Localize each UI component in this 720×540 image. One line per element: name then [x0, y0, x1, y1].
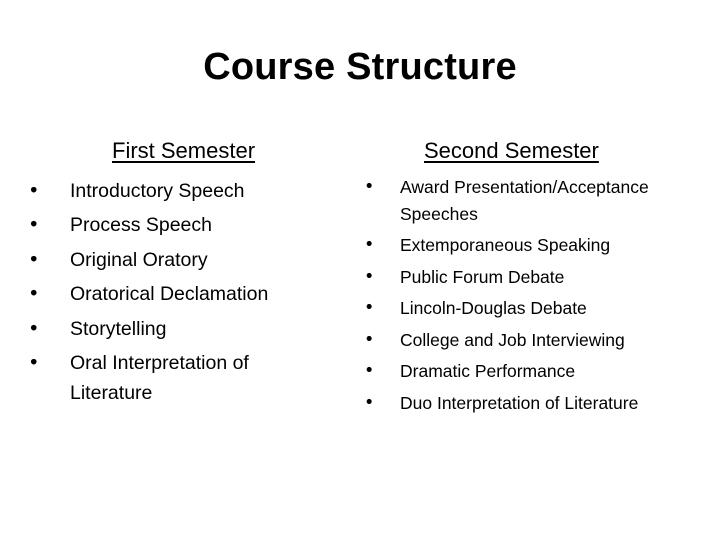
list-item — [364, 232, 684, 259]
list-item — [28, 312, 318, 346]
second-semester-heading: Second Semester — [424, 138, 599, 163]
list-item — [28, 277, 318, 311]
first-semester-heading: First Semester — [112, 138, 256, 163]
list-item-label: Storytelling — [70, 317, 167, 340]
bullet-icon: • — [28, 213, 40, 237]
bullet-icon: • — [364, 392, 375, 413]
list-item-label: Introductory Speech — [70, 180, 245, 202]
list-item — [364, 327, 684, 354]
list-item-label: Process Speech — [70, 214, 212, 237]
list-item-label: Extemporaneous Speaking — [400, 235, 611, 255]
bullet-icon: • — [28, 282, 40, 306]
bullet-icon: • — [364, 298, 375, 318]
list-item — [364, 295, 684, 322]
list-item-label: Public Forum Debate — [400, 266, 565, 287]
list-item-label: Duo Interpretation of Literature — [400, 392, 639, 413]
list-item — [28, 174, 318, 208]
bullet-icon: • — [28, 179, 40, 202]
list-item — [364, 174, 684, 227]
list-item-label: Lincoln-Douglas Debate — [400, 298, 587, 318]
list-item-label: Original Oratory — [70, 248, 208, 271]
list-item-label: College and Job Interviewing — [400, 329, 625, 350]
list-item-label: Dramatic Performance — [400, 361, 576, 381]
bullet-icon: • — [28, 316, 40, 340]
list-item — [28, 243, 318, 277]
bullet-icon: • — [28, 351, 40, 375]
bullet-icon: • — [28, 247, 40, 271]
list-item-label: Award Presentation/Acceptance Speeches — [400, 177, 649, 224]
list-item — [28, 208, 318, 242]
bullet-icon: • — [364, 177, 375, 197]
first-semester-list — [28, 174, 318, 410]
bullet-icon: • — [364, 361, 375, 381]
bullet-icon: • — [364, 329, 375, 350]
bullet-icon: • — [364, 235, 375, 255]
list-item-label: Oratorical Declamation — [70, 283, 269, 306]
bullet-icon: • — [364, 266, 375, 287]
list-item — [364, 264, 684, 291]
list-item — [364, 390, 684, 417]
list-item — [28, 346, 318, 410]
second-semester-list — [364, 174, 684, 421]
list-item — [364, 358, 684, 385]
page-title: Course Structure — [203, 46, 517, 88]
list-item-label: Oral Interpretation of Literature — [70, 352, 249, 405]
